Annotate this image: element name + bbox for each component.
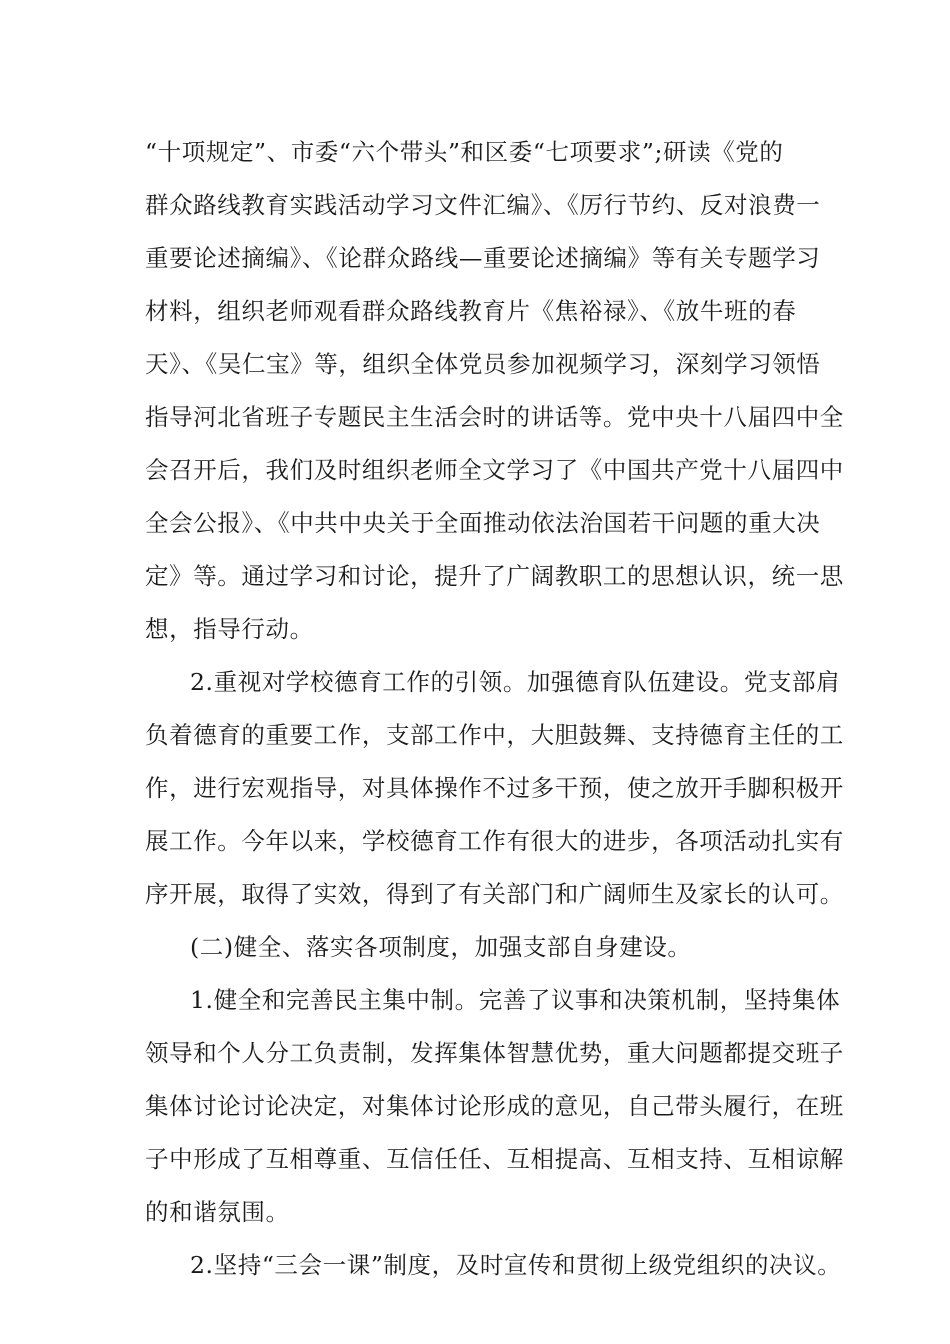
text-line: 1.健全和完善民主集中制。完善了议事和决策机制，坚持集体 <box>190 986 841 1014</box>
text-line: 作，进行宏观指导，对具体操作不过多干预，使之放开手脚积极开 <box>145 774 844 802</box>
text-line: “十项规定”、市委“六个带头”和区委“七项要求”;研读《党的 <box>145 138 784 166</box>
text-line: 想，指导行动。 <box>145 615 314 643</box>
text-line: 材料，组织老师观看群众路线教育片《焦裕禄》、《放牛班的春 <box>145 297 797 325</box>
text-line: 领导和个人分工负责制，发挥集体智慧优势，重大问题都提交班子 <box>145 1039 844 1067</box>
text-line: 序开展，取得了实效，得到了有关部门和广阔师生及家长的认可。 <box>145 880 844 908</box>
text-line: 指导河北省班子专题民主生活会时的讲话等。党中央十八届四中全 <box>145 403 844 431</box>
text-line: 2.重视对学校德育工作的引领。加强德育队伍建设。党支部肩 <box>190 668 841 696</box>
text-line: 负着德育的重要工作，支部工作中，大胆鼓舞、支持德育主任的工 <box>145 721 844 749</box>
text-line: 重要论述摘编》、《论群众路线—重要论述摘编》等有关专题学习 <box>145 244 821 272</box>
text-line: 群众路线教育实践活动学习文件汇编》、《厉行节约、反对浪费一 <box>145 191 821 219</box>
text-line: 定》等。通过学习和讨论，提升了广阔教职工的思想认识，统一思 <box>145 562 844 590</box>
text-line: 集体讨论讨论决定，对集体讨论形成的意见，自己带头履行，在班 <box>145 1092 844 1120</box>
text-line: 全会公报》、《中共中央关于全面推动依法治国若干问题的重大决 <box>145 509 821 537</box>
text-line: 天》、《吴仁宝》等，组织全体党员参加视频学习，深刻学习领悟 <box>145 350 821 378</box>
text-line: 会召开后，我们及时组织老师全文学习了《中国共产党十八届四中 <box>145 456 844 484</box>
text-line: 2.坚持“三会一课”制度，及时宣传和贯彻上级党组织的决议。 <box>190 1251 842 1279</box>
text-line: 展工作。今年以来，学校德育工作有很大的进步，各项活动扎实有 <box>145 827 844 855</box>
section-heading: (二)健全、落实各项制度，加强支部自身建设。 <box>190 933 692 961</box>
text-line: 子中形成了互相尊重、互信任任、互相提高、互相支持、互相谅解 <box>145 1145 844 1173</box>
text-line: 的和谐氛围。 <box>145 1198 290 1226</box>
